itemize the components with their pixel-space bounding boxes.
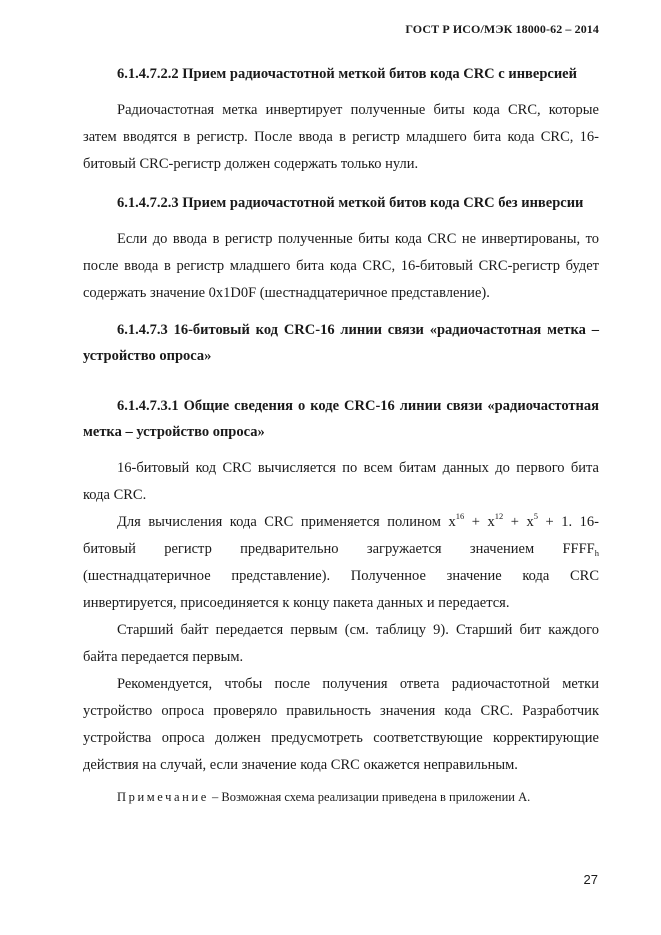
- note-text: – Возможная схема реализации приведена в приложении А.: [208, 790, 531, 804]
- paragraph: 16-битовый код CRC вычисляется по всем битам данных до первого бита кода CRC.: [83, 460, 599, 503]
- exponent: 12: [494, 511, 504, 521]
- note: [83, 787, 599, 807]
- section-heading-6-1-4-7-3: 6.1.4.7.3 16-битовый код CRC-16 линии связи «радиочастотная метка – устройство опроса»: [83, 322, 599, 364]
- paragraph: Старший байт передается первым (см. таблицу 9). Старший бит каждого байта передается первым.: [83, 622, 599, 665]
- section-heading-6-1-4-7-2-2: 6.1.4.7.2.2 Прием радиочастотной меткой битов кода CRC с инверсией: [117, 66, 577, 82]
- paragraph: Если до ввода в регистр полученные биты кода CRC не инвертированы, то после ввода в регистр младшего бита кода CRC, 16-битовый CRC-регистр будет содержать значение 0x1D0F (шестнадцатеричное представление).: [83, 231, 599, 301]
- subscript: h: [594, 548, 599, 558]
- page-content: [83, 61, 599, 807]
- document-header: ГОСТ Р ИСО/МЭК 18000-62 – 2014: [405, 22, 599, 36]
- page-number: 27: [583, 872, 598, 887]
- section-heading-6-1-4-7-2-3: 6.1.4.7.2.3 Прием радиочастотной меткой битов кода CRC без инверсии: [117, 195, 584, 211]
- paragraph-polynomial: Для вычисления кода CRC применяется полином $x^{16} + x^{12} + x^5 + 1$. 16-битовый регистр предварительно загружается значением $FFFF_h$ (шестнадцатеричное представление). Полученное значение кода CRC инвертируется, присоединяется к концу пакета данных и передается.: [83, 511, 599, 611]
- paragraph: Радиочастотная метка инвертирует полученные биты кода CRC, которые затем вводятся в регистр. После ввода в регистр младшего бита кода CRC, 16-битовый CRC-регистр должен содержать только нули.: [83, 102, 599, 172]
- exponent: 16: [455, 511, 465, 521]
- section-heading-6-1-4-7-3-1: 6.1.4.7.3.1 Общие сведения о коде CRC-16 линии связи «радиочастотная метка – устройство опроса»: [83, 398, 599, 440]
- note-label: Примечание: [117, 790, 209, 804]
- exponent: 5: [533, 511, 538, 521]
- paragraph: Рекомендуется, чтобы после получения ответа радиочастотной метки устройство опроса проверяло правильность значения кода CRC. Разработчик устройства опроса должен предусмотреть соответствующие корректирующие действия на случай, если значение кода CRC окажется неправильным.: [83, 676, 599, 773]
